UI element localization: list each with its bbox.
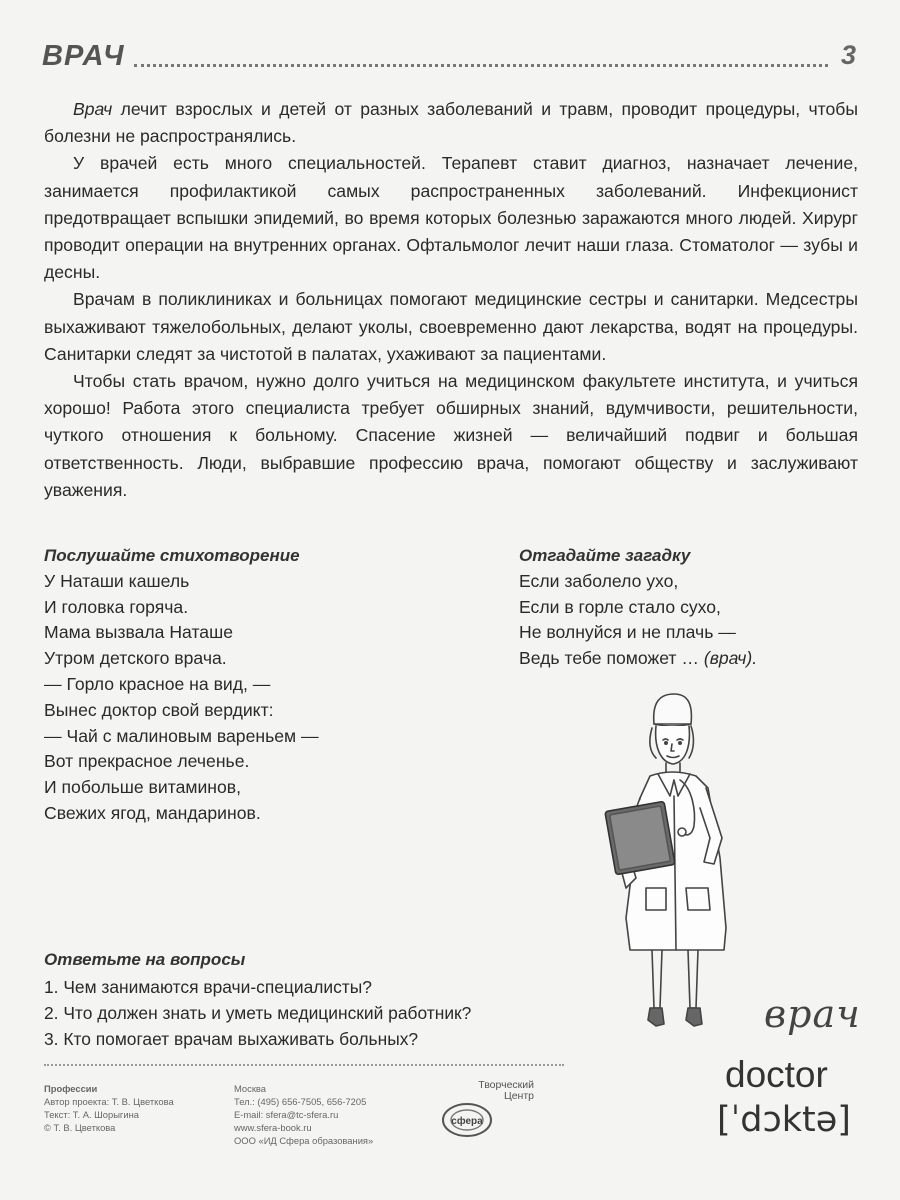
riddle-line: Ведь тебе поможет … (врач).: [519, 648, 758, 669]
imprint-contacts: Москва Тел.: (495) 656-7505, 656-7205 E-mail: sfera@tc-sfera.ru www.sfera-book.ru ООО «ИД Сфера образования»: [234, 1083, 374, 1146]
questions-section: [44, 947, 604, 1052]
riddle-line: Не волнуйся и не плачь —: [519, 622, 736, 643]
poem-line: Вынес доктор свой вердикт:: [44, 699, 274, 720]
page-number: 3: [840, 40, 856, 70]
riddle-answer: (врач).: [703, 648, 758, 669]
poem-line: Утром детского врача.: [44, 648, 227, 669]
poem-line: Мама вызвала Наташе: [44, 622, 233, 643]
riddle-section: [519, 543, 859, 672]
publisher-logo: Творческий Центр сфера: [436, 1080, 536, 1142]
english-word: doctor: [725, 1054, 828, 1095]
riddle-line: Если в горле стало сухо,: [519, 596, 721, 617]
poem-line: И головка горяча.: [44, 596, 189, 617]
poem-section: [44, 543, 464, 827]
transcription: [ˈdɔktə]: [717, 1100, 851, 1140]
poem-line: — Чай с малиновым вареньем —: [44, 725, 319, 746]
questions-title: Ответьте на вопросы: [44, 950, 246, 969]
riddle-title: Отгадайте загадку: [519, 546, 691, 565]
sfera-logo-icon: [440, 1100, 494, 1140]
question-item: 1. Чем занимаются врачи-специалисты?: [44, 977, 372, 997]
intro-paragraph: У врачей есть много специальностей. Терапевт ставит диагноз, назначает лечение, занимается профилактикой самых распространенных заболеваний. Инфекционист предотвращает вспышки эпидемий, во время которых болезнью заражаются много людей. Хирург проводит операции на внутренних органах. Офтальмолог лечит наши глаза. Стоматолог — зубы и десны.: [44, 153, 858, 283]
question-item: 3. Кто помогает врачам выхаживать больных?: [44, 1029, 419, 1049]
poem-line: — Горло красное на вид, —: [44, 673, 271, 694]
intro-paragraph: Врач лечит взрослых и детей от разных заболеваний и травм, проводит процедуры, чтобы болезни не распространялись.: [44, 99, 858, 147]
intro-paragraph: Чтобы стать врачом, нужно долго учиться на медицинском факультете института, и учиться хорошо! Работа этого специалиста требует обширных знаний, вдумчивости, решительности, чуткого отношения к больному. Спасение жизней — величайший подвиг и большая ответственность. Люди, выбравшие профессию врача, помогают обществу и заслуживают уважения.: [44, 371, 858, 500]
page-title: ВРАЧ: [42, 40, 125, 72]
page-header: [42, 40, 860, 80]
intro-lead-word: Врач: [73, 99, 113, 119]
riddle-line: Если заболело ухо,: [519, 570, 679, 591]
poem-title: Послушайте стихотворение: [44, 546, 300, 565]
handwritten-word: врач: [764, 992, 861, 1036]
intro-paragraph: Врачам в поликлиниках и больницах помогают медицинские сестры и санитарки. Медсестры выхаживают тяжелобольных, делают уколы, своевременно дают лекарства, водят на процедуры. Санитарки следят за чистотой в палатах, ухаживают за пациентами.: [44, 289, 858, 364]
doctor-illustration: [596, 688, 746, 1048]
poem-line: У Наташи кашель: [44, 570, 190, 591]
poem-line: Свежих ягод, мандаринов.: [44, 802, 261, 823]
poem-line: Вот прекрасное леченье.: [44, 751, 250, 772]
leader-dots: [134, 64, 828, 67]
question-item: 2. Что должен знать и уметь медицинский работник?: [44, 1003, 472, 1023]
footer-divider: [44, 1064, 564, 1066]
imprint-credits: Профессии Автор проекта: Т. В. Цветкова Текст: Т. А. Шорыгина © Т. В. Цветкова: [44, 1083, 174, 1133]
logo-mark: сфера: [451, 1116, 483, 1127]
poem-line: И побольше витаминов,: [44, 777, 242, 798]
intro-text: [44, 96, 858, 504]
